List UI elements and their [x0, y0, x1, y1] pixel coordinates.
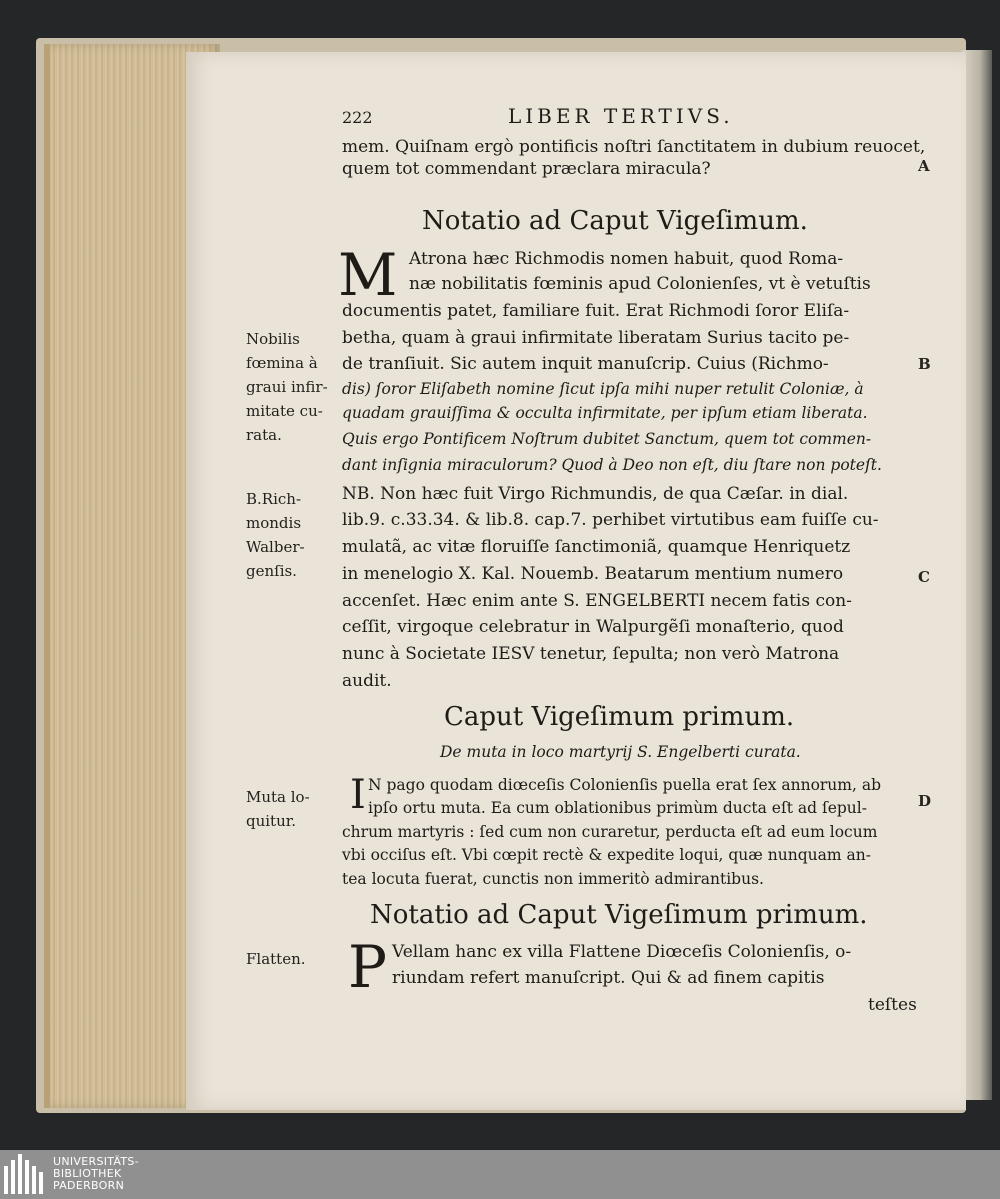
section-heading: Notatio ad Caput Vigeſimum. — [422, 206, 808, 236]
drop-cap: P — [348, 933, 388, 1001]
marginal-note: Nobilis — [246, 330, 300, 348]
library-logo-icon — [4, 1154, 46, 1194]
marginal-note: mitate cu- — [246, 402, 323, 420]
body-line: dis) ſoror Eliſabeth nomine ſicut ipſa mihi nuper retulit Coloniæ, à — [342, 380, 864, 398]
body-line: betha, quam à graui infirmitate liberatam Surius tacito pe- — [342, 328, 850, 348]
body-line: Vellam hanc ex villa Flattene Diœceſis Colonienſis, o- — [392, 942, 852, 962]
page-number: 222 — [342, 108, 373, 127]
chapter-subheading: De muta in loco martyrij S. Engelberti curata. — [440, 743, 801, 761]
drop-cap: I — [350, 772, 366, 818]
body-line: in menelogio X. Kal. Nouemb. Beatarum mentium numero — [342, 564, 844, 584]
library-footer — [0, 1150, 1000, 1199]
marginal-note: mondis — [246, 514, 302, 532]
book-gutter — [962, 50, 992, 1100]
body-line: documentis patet, familiare fuit. Erat Richmodi ſoror Eliſa- — [342, 301, 850, 321]
body-line: nunc à Societate IESV tenetur, ſepulta; non verò Matrona — [342, 644, 840, 664]
body-line: mulatã, ac vitæ floruiſſe ſanctimoniã, quamque Henriquetz — [342, 537, 851, 557]
body-line: de tranſiuit. Sic autem inquit manuſcrip. Cuius (Richmo- — [342, 354, 829, 374]
body-line: NB. Non hæc fuit Virgo Richmundis, de qua Cæſar. in dial. — [342, 484, 849, 504]
library-name-line: UNIVERSITÄTS- — [53, 1155, 139, 1168]
marginal-note: graui infir- — [246, 378, 328, 396]
body-line: Quis ergo Pontificem Noſtrum dubitet Sanctum, quem tot commen- — [342, 430, 872, 448]
body-line: Atrona hæc Richmodis nomen habuit, quod Roma- — [409, 249, 844, 269]
section-letter-c: C — [918, 568, 930, 586]
marginal-note: quitur. — [246, 812, 297, 830]
marginal-note: Walber- — [246, 538, 305, 556]
catchword: teſtes — [868, 995, 917, 1015]
body-line: vbi occiſus eſt. Vbi cœpit rectè & expedite loqui, quæ nunquam an- — [342, 846, 871, 864]
body-line: lib.9. c.33.34. & lib.8. cap.7. perhibet virtutibus eam fuiſſe cu- — [342, 510, 879, 530]
marginal-note: rata. — [246, 426, 282, 444]
section-letter-b: B — [918, 355, 931, 373]
body-line: N pago quodam diœceſis Colonienſis puella erat ſex annorum, ab — [368, 776, 882, 794]
marginal-note: Muta lo- — [246, 788, 310, 806]
marginal-note: fœmina à — [246, 354, 318, 372]
body-line: audit. — [342, 671, 392, 691]
body-line: tea locuta fuerat, cunctis non immeritò admirantibus. — [342, 870, 764, 888]
library-name-line: BIBLIOTHEK — [53, 1167, 122, 1180]
marginal-note: B.Rich- — [246, 490, 302, 508]
section-letter-a: A — [918, 157, 930, 175]
body-line: quem tot commendant præclara miracula? — [342, 159, 711, 179]
body-line: næ nobilitatis fœminis apud Colonienſes, vt è vetuſtis — [409, 274, 871, 294]
body-line: mem. Quiſnam ergò pontificis noſtri ſanctitatem in dubium reuocet, — [342, 137, 926, 157]
library-logo-text — [53, 1156, 139, 1192]
body-line: riundam refert manuſcript. Qui & ad finem capitis — [392, 968, 825, 988]
body-line: ipſo ortu muta. Ea cum oblationibus primùm ducta eſt ad ſepul- — [368, 799, 867, 817]
body-line: quadam grauiſſima & occulta infirmitate, per ipſum etiam liberata. — [342, 404, 868, 422]
marginal-note: Flatten. — [246, 950, 306, 968]
body-line: dant inſignia miraculorum? Quod à Deo non eſt, diu ſtare non poteſt. — [342, 456, 882, 474]
body-line: ceſſit, virgoque celebratur in Walpurgẽſi monaſterio, quod — [342, 617, 844, 637]
library-name-line: PADERBORN — [53, 1179, 125, 1192]
marginal-note: genſis. — [246, 562, 297, 580]
body-line: accenſet. Hæc enim ante S. ENGELBERTI necem fatis con- — [342, 591, 852, 611]
running-title: LIBER TERTIVS. — [508, 104, 734, 128]
chapter-heading: Caput Vigeſimum primum. — [444, 702, 795, 732]
body-line: chrum martyris : ſed cum non curaretur, perducta eſt ad eum locum — [342, 823, 878, 841]
drop-cap: M — [338, 241, 398, 309]
section-heading: Notatio ad Caput Vigeſimum primum. — [370, 900, 868, 930]
section-letter-d: D — [918, 792, 932, 810]
